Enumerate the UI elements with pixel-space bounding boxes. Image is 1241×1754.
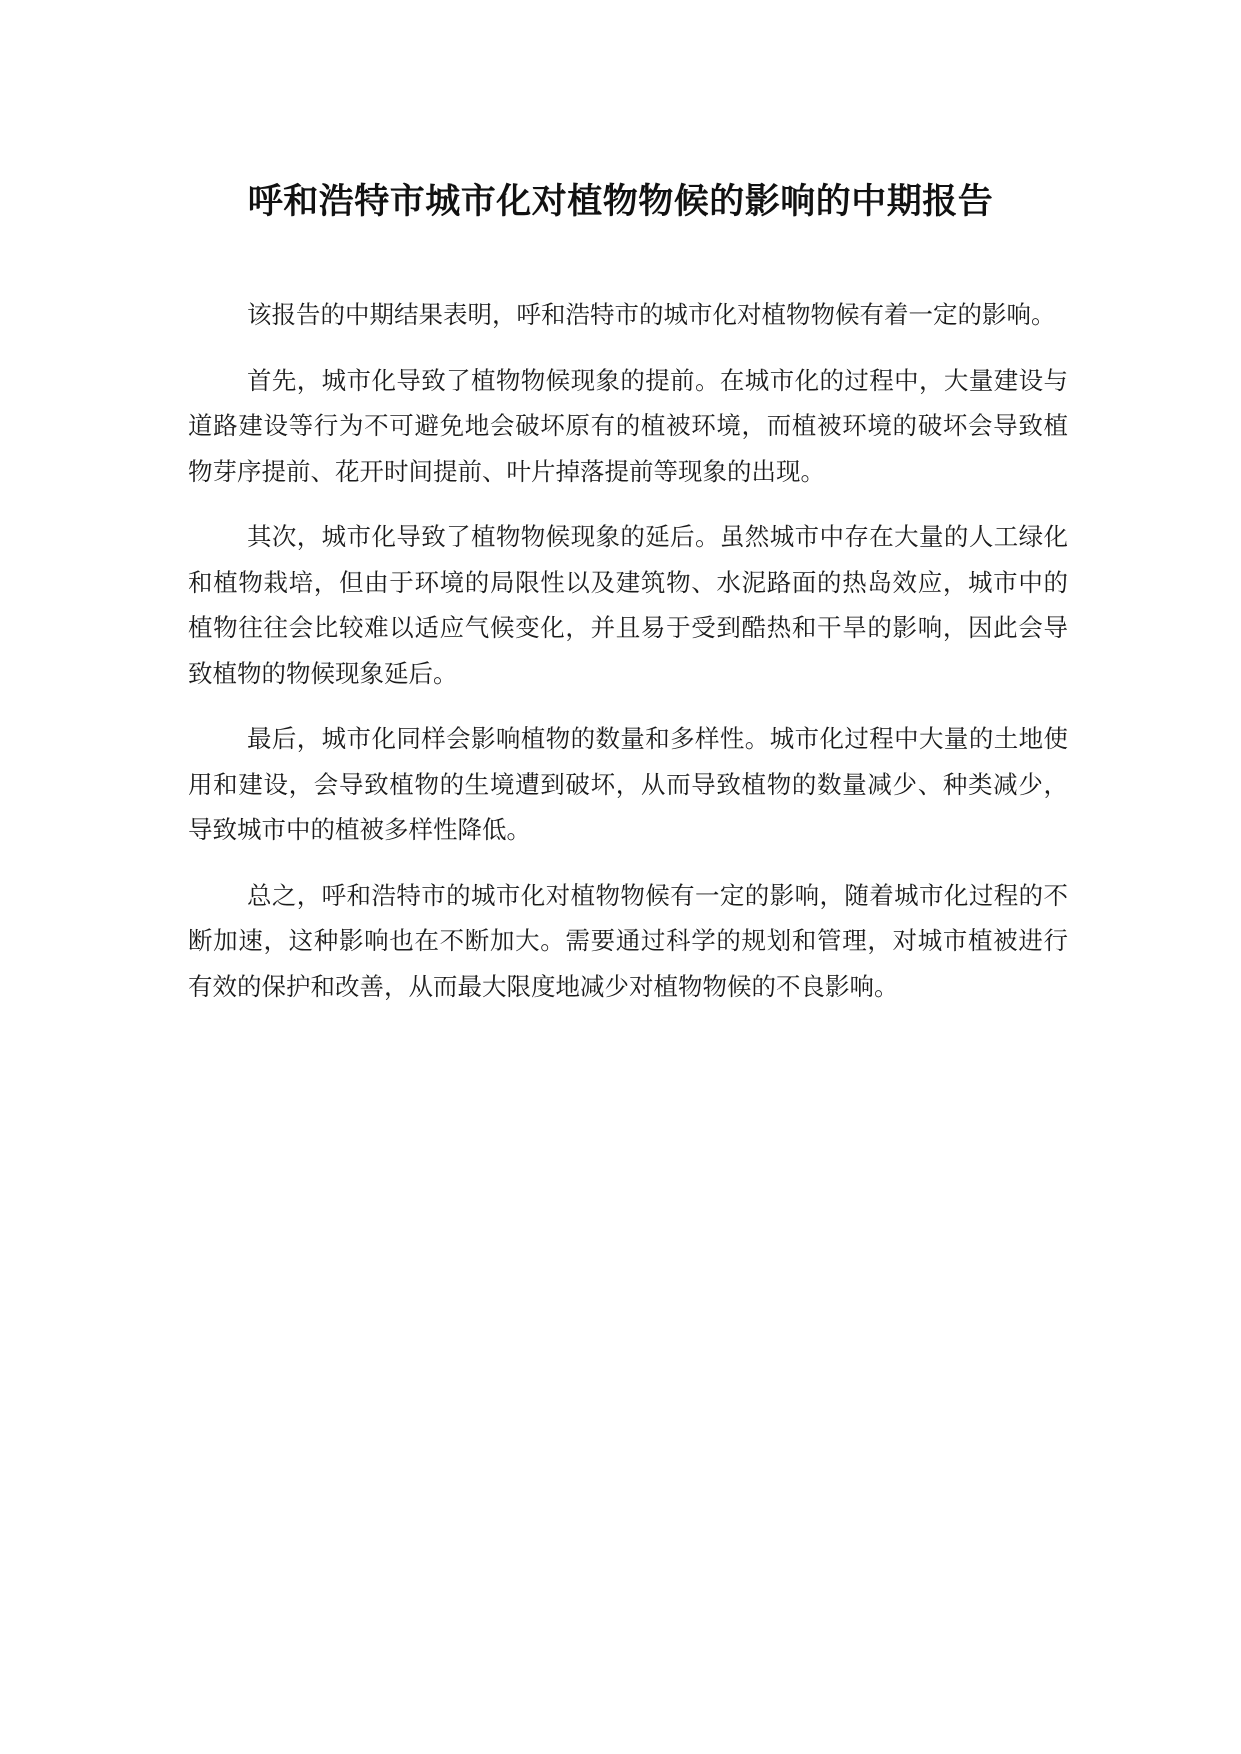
paragraph-second: 其次，城市化导致了植物物候现象的延后。虽然城市中存在大量的人工绿化和植物栽培，但由于环境的局限性以及建筑物、水泥路面的热岛效应，城市中的植物往往会比较难以适应气候变化，并且易于受到酷热和干旱的影响，因此会导致植物的物候现象延后。 <box>188 522 1068 688</box>
paragraph-first: 首先，城市化导致了植物物候现象的提前。在城市化的过程中，大量建设与道路建设等行为不可避免地会破坏原有的植被环境，而植被环境的破坏会导致植物芽序提前、花开时间提前、叶片掉落提前等现象的出现。 <box>188 365 1068 486</box>
paragraph-conclusion: 总之，呼和浩特市的城市化对植物物候有一定的影响，随着城市化过程的不断加速，这种影响也在不断加大。需要通过科学的规划和管理，对城市植被进行有效的保护和改善，从而最大限度地减少对植物物候的不良影响。 <box>188 880 1068 1001</box>
paragraph-third: 最后，城市化同样会影响植物的数量和多样性。城市化过程中大量的土地使用和建设，会导致植物的生境遭到破坏，从而导致植物的数量减少、种类减少，导致城市中的植被多样性降低。 <box>188 724 1068 844</box>
paragraph-intro: 该报告的中期结果表明，呼和浩特市的城市化对植物物候有着一定的影响。 <box>247 300 1056 329</box>
document-title: 呼和浩特市城市化对植物物候的影响的中期报告 <box>247 182 994 222</box>
document-body <box>188 292 1068 1029</box>
